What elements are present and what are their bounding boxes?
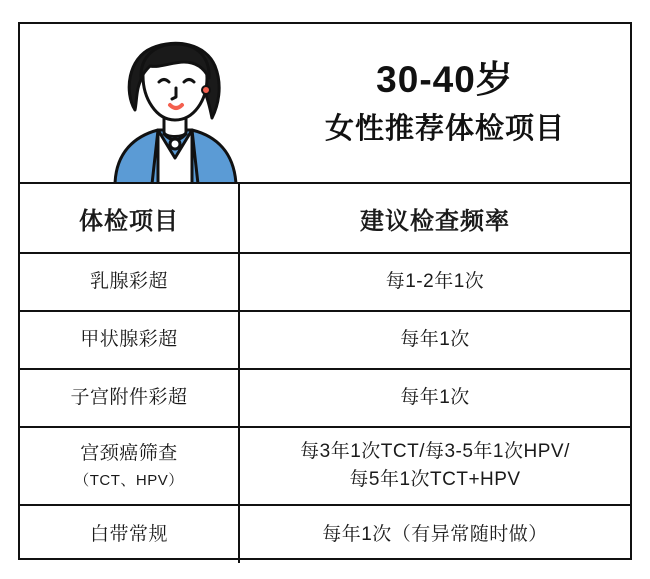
table-row xyxy=(20,253,630,311)
page-subtitle: 女性推荐体检项目 xyxy=(324,113,565,146)
table-row xyxy=(20,427,630,505)
cell-item-note: （TCT、HPV） xyxy=(74,471,184,489)
checkup-table xyxy=(20,184,630,563)
cell-item: 子宫附件彩超 xyxy=(20,369,239,427)
cell-frequency: 每年1次 xyxy=(239,311,630,369)
table-row xyxy=(20,369,630,427)
column-header-item: 体检项目 xyxy=(20,184,239,253)
cell-item-label: 宫颈癌筛查 xyxy=(80,443,178,465)
cell-frequency: 每年1次（有异常随时做） xyxy=(239,505,630,563)
cell-item: 甲状腺彩超 xyxy=(20,311,239,369)
woman-portrait-illustration xyxy=(80,32,270,184)
cell-frequency xyxy=(239,427,630,505)
cell-frequency-line1: 每3年1次TCT/每3-5年1次HPV/ xyxy=(300,441,570,463)
cell-frequency-line2: 每5年1次TCT+HPV xyxy=(349,469,521,490)
table-header-row xyxy=(20,184,630,253)
info-card xyxy=(18,22,632,560)
column-header-frequency: 建议检查频率 xyxy=(360,207,510,235)
cell-item: 乳腺彩超 xyxy=(20,253,239,311)
table-row xyxy=(20,311,630,369)
card-header xyxy=(20,24,630,184)
cell-item xyxy=(20,427,239,505)
cell-frequency: 每年1次 xyxy=(239,369,630,427)
table-row xyxy=(20,505,630,563)
cell-item: 白带常规 xyxy=(20,505,239,563)
header-title-block xyxy=(260,24,630,182)
page-title: 30-40岁 xyxy=(376,59,514,101)
cell-frequency: 每1-2年1次 xyxy=(239,253,630,311)
